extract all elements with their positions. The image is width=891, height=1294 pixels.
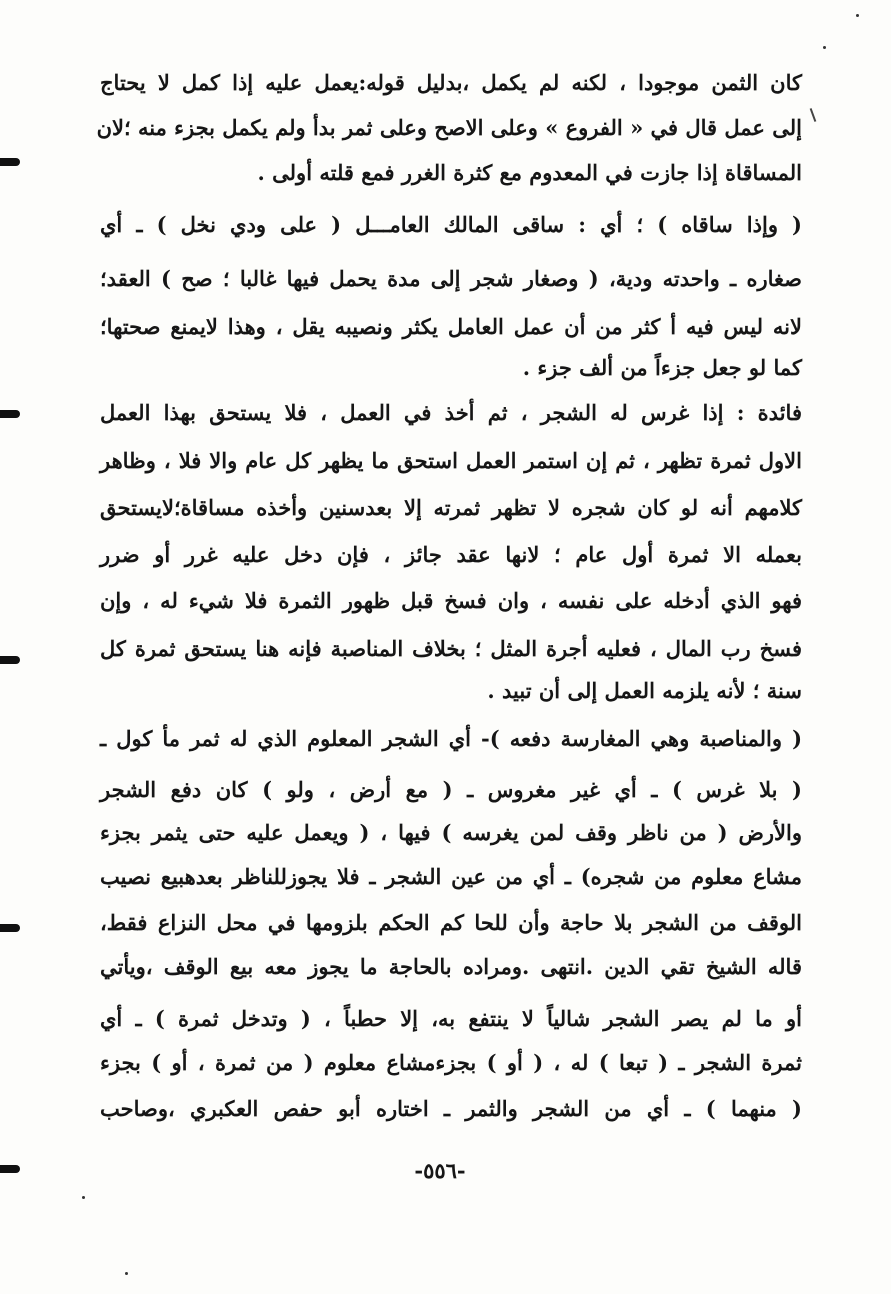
- binding-mark: [0, 158, 20, 166]
- text-line: سنة ؛ لأنه يلزمه العمل إلى أن تبيد .: [487, 678, 802, 703]
- text-line: فهو الذي أدخله على نفسه ، وان فسخ قبل ظهور الثمرة فلا شيء له ، وإن: [100, 588, 802, 613]
- text-line: المساقاة إذا جازت في المعدوم مع كثرة الغرر فمع قلته أولى .: [257, 160, 802, 185]
- scan-speck: [82, 1196, 85, 1199]
- scan-speck: [125, 1272, 128, 1275]
- text-line: مشاع معلوم من شجره) ـ أي من عين الشجر ـ فلا يجوزللناظر بعدهبيع نصيب: [100, 864, 802, 889]
- text-line: صغاره ـ واحدته ودية، ( وصغار شجر إلى مدة يحمل فيها غالبا ؛ صح ) العقد؛: [100, 266, 802, 291]
- text-line: ثمرة الشجر ـ ( تبعا ) له ، ( أو ) بجزءمشاع معلوم ( من ثمرة ، أو ) بجزء: [100, 1050, 802, 1075]
- scan-speck: [823, 46, 826, 49]
- text-line: لانه ليس فيه أ كثر من أن عمل العامل يكثر ونصيبه يقل ، وهذا لايمنع صحتها؛: [100, 314, 802, 339]
- binding-mark: [0, 924, 20, 932]
- text-line: ( والمناصبة وهي المغارسة دفعه )- أي الشجر المعلوم الذي له ثمر مأ كول ـ: [100, 726, 802, 751]
- binding-mark: [0, 1165, 20, 1173]
- text-line: الوقف من الشجر بلا حاجة وأن للحا كم الحكم بلزومها في محل النزاع فقط،: [100, 910, 802, 935]
- text-line: بعمله الا ثمرة أول عام ؛ لانها عقد جائز ، فإن دخل عليه غرر أو ضرر: [100, 542, 802, 567]
- text-line: الاول ثمرة تظهر ، ثم إن استمر العمل استحق ما يظهر كل عام والا فلا ، وظاهر: [100, 448, 802, 473]
- text-line: أو ما لم يصر الشجر شالياً لا ينتفع به، إلا حطباً ، ( وتدخل ثمرة ) ـ أي: [100, 1006, 802, 1031]
- scan-speck: [810, 108, 817, 122]
- text-line: فائدة : إذا غرس له الشجر ، ثم أخذ في العمل ، فلا يستحق بهذا العمل: [100, 400, 802, 425]
- text-line: ( بلا غرس ) ـ أي غير مغروس ـ ( مع أرض ، ولو ) كان دفع الشجر: [100, 777, 802, 802]
- text-line: كلامهم أنه لو كان شجره لا تظهر ثمرته إلا بعدسنين وأخذه مساقاة؛لايستحق: [100, 495, 802, 520]
- text-line: ( وإذا ساقاه ) ؛ أي : ساقى المالك العامـــل ( على ودي نخل ) ـ أي: [100, 212, 802, 237]
- text-line: كما لو جعل جزءاً من ألف جزء .: [522, 355, 802, 380]
- binding-mark: [0, 656, 20, 664]
- text-line: ( منهما ) ـ أي من الشجر والثمر ـ اختاره أبو حفص العكبري ،وصاحب: [100, 1096, 802, 1121]
- page-number: -٥٥٦-: [414, 1158, 466, 1183]
- binding-mark: [0, 410, 20, 418]
- text-line: إلى عمل قال في « الفروع » وعلى الاصح وعلى ثمر بدأ ولم يكمل بجزء منه ؛لان: [96, 115, 802, 140]
- text-line: كان الثمن موجودا ، لكنه لم يكمل ،بدليل قوله:يعمل عليه إذا كمل لا يحتاج: [100, 70, 802, 95]
- text-line: قاله الشيخ تقي الدين .انتهى .ومراده بالحاجة ما يجوز معه بيع الوقف ،ويأتي: [100, 954, 802, 979]
- text-line: والأرض ( من ناظر وقف لمن يغرسه ) فيها ، ( ويعمل عليه حتى يثمر بجزء: [100, 820, 802, 845]
- text-line: فسخ رب المال ، فعليه أجرة المثل ؛ بخلاف المناصبة فإنه هنا يستحق ثمرة كل: [100, 636, 802, 661]
- scan-speck: [856, 14, 859, 17]
